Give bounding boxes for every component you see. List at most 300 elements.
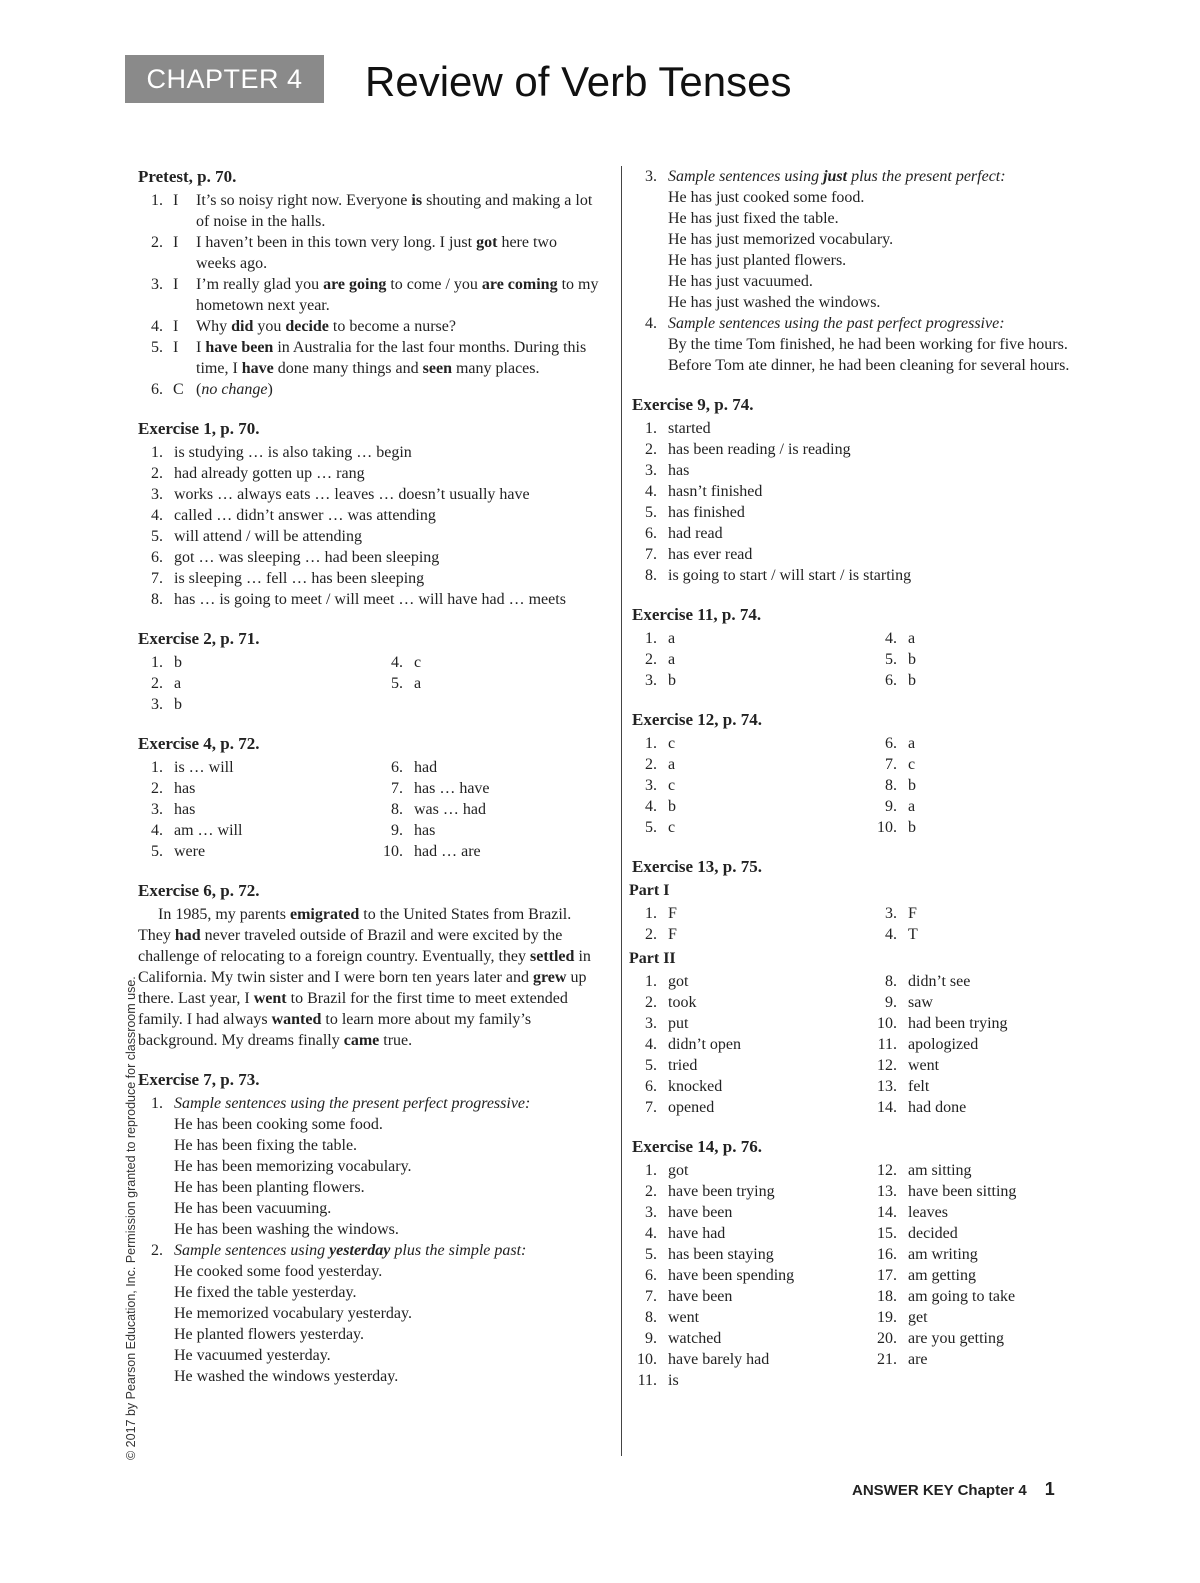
- item-text: F: [908, 905, 917, 922]
- answer-item: [632, 1160, 872, 1181]
- sample-sentence: He has been fixing the table.: [174, 1137, 358, 1154]
- answer-paragraph: In 1985, my parents emigrated to the United States from Brazil. They had never traveled outside of Brazil and were excited by the challenge of relocating to a foreign country. Eventually, they settled in California. My twin sister and I were born ten years later and grew up there. Last year, I went to Brazil for the first time to meet extended family. I had always wanted to learn more about my family’s background. My dreams finally came true.: [138, 906, 591, 1049]
- item-number: 6.: [645, 525, 657, 542]
- answer-item: [872, 1097, 1092, 1118]
- item-text: have barely had: [668, 1351, 770, 1368]
- answer-column: [632, 628, 872, 691]
- exercise-2-section: [138, 629, 600, 715]
- pretest-section: [138, 167, 600, 400]
- sample-sentence: He has just fixed the table.: [668, 210, 839, 227]
- item-number: 6.: [645, 1078, 657, 1095]
- answer-item: [632, 1244, 872, 1265]
- section-heading: Exercise 9, p. 74.: [632, 395, 754, 414]
- item-number: 4.: [645, 1036, 657, 1053]
- answer-item: [872, 754, 1092, 775]
- answer-item: [872, 1076, 1092, 1097]
- item-text: have been sitting: [908, 1183, 1017, 1200]
- item-text: have had: [668, 1225, 726, 1242]
- page-footer: [852, 1479, 1055, 1500]
- item-text: had been trying: [908, 1015, 1008, 1032]
- item-number: 16.: [877, 1246, 897, 1263]
- item-number: 2.: [151, 465, 163, 482]
- answer-item: [632, 1034, 872, 1055]
- item-text: had … are: [414, 843, 481, 860]
- item-number: 21.: [877, 1351, 897, 1368]
- item-number: 6.: [885, 735, 897, 752]
- item-number: 3.: [645, 462, 657, 479]
- sample-instruction: Sample sentences using the past perfect progressive:: [668, 315, 1005, 332]
- answer-item: [138, 463, 600, 484]
- item-text: took: [668, 994, 697, 1011]
- item-number: 4.: [391, 654, 403, 671]
- sample-instruction: Sample sentences using the present perfect progressive:: [174, 1095, 531, 1112]
- answer-item: [632, 628, 872, 649]
- answer-list: [632, 418, 1072, 586]
- item-text: c: [668, 819, 676, 836]
- exercise-12-section: [632, 710, 1072, 838]
- item-number: 5.: [645, 1246, 657, 1263]
- item-number: 4.: [885, 630, 897, 647]
- item-number: 2.: [151, 780, 163, 797]
- item-text: opened: [668, 1099, 715, 1116]
- item-number: 6.: [151, 549, 163, 566]
- answer-item: [872, 1034, 1092, 1055]
- item-number: 3.: [645, 672, 657, 689]
- item-number: 8.: [645, 567, 657, 584]
- section-heading: Exercise 2, p. 71.: [138, 629, 260, 648]
- answer-column: [872, 1160, 1092, 1391]
- answer-item: [632, 1181, 872, 1202]
- item-text: F: [668, 926, 677, 943]
- answer-item: [138, 484, 600, 505]
- item-text: (no change): [196, 381, 273, 398]
- item-number: 3.: [151, 276, 163, 293]
- answer-column: [872, 971, 1092, 1118]
- sample-sentence: He has been washing the windows.: [174, 1221, 399, 1238]
- item-number: 3.: [151, 696, 163, 713]
- item-number: 1.: [151, 759, 163, 776]
- item-text: is: [668, 1372, 679, 1389]
- section-heading: Pretest, p. 70.: [138, 167, 237, 186]
- answer-item: [138, 820, 378, 841]
- answer-item: [138, 379, 600, 400]
- answer-item: [872, 1328, 1092, 1349]
- sample-sentence: He cooked some food yesterday.: [174, 1263, 383, 1280]
- answer-column: [632, 971, 872, 1118]
- answer-item: [872, 1055, 1092, 1076]
- answer-column: [378, 652, 598, 715]
- item-text: got: [668, 1162, 689, 1179]
- part-label: Part I: [629, 882, 670, 899]
- item-text: have been: [668, 1288, 733, 1305]
- sample-sentence: By the time Tom finished, he had been working for five hours.: [668, 336, 1068, 353]
- item-number: 4.: [885, 926, 897, 943]
- item-text: works … always eats … leaves … doesn’t usually have: [174, 486, 530, 503]
- item-number: 17.: [877, 1267, 897, 1284]
- item-tag: I: [173, 318, 179, 335]
- answer-item: [872, 903, 1092, 924]
- sample-label: [138, 1240, 600, 1261]
- sample-sentence: He has just vacuumed.: [668, 273, 813, 290]
- answer-item: [872, 1160, 1092, 1181]
- answer-item: [632, 1055, 872, 1076]
- answer-item: [138, 505, 600, 526]
- item-number: 1.: [645, 735, 657, 752]
- answer-list: [138, 442, 600, 610]
- answer-grid: [632, 1160, 1072, 1391]
- item-number: 9.: [645, 1330, 657, 1347]
- item-text: got: [668, 973, 689, 990]
- item-number: 3.: [151, 486, 163, 503]
- section-heading: Exercise 1, p. 70.: [138, 419, 260, 438]
- item-number: 5.: [885, 651, 897, 668]
- item-number: 15.: [877, 1225, 897, 1242]
- item-text: watched: [668, 1330, 722, 1347]
- answer-column: [872, 733, 1092, 838]
- item-number: 4.: [645, 483, 657, 500]
- answer-grid: [138, 652, 600, 715]
- item-number: 2.: [151, 234, 163, 251]
- sample-sentence: He washed the windows yesterday.: [174, 1368, 399, 1385]
- answer-item: [632, 903, 872, 924]
- item-number: 13.: [877, 1078, 897, 1095]
- answer-item: [632, 1223, 872, 1244]
- item-tag: I: [173, 339, 179, 356]
- item-text: a: [908, 630, 916, 647]
- item-text: Why did you decide to become a nurse?: [196, 318, 456, 335]
- item-tag: I: [173, 276, 179, 293]
- answer-item: [378, 841, 598, 862]
- answer-item: [632, 1265, 872, 1286]
- answer-item: [632, 924, 872, 945]
- answer-item: [632, 565, 1072, 586]
- answer-item: [872, 924, 1092, 945]
- item-text: b: [668, 672, 676, 689]
- answer-item: [632, 1097, 872, 1118]
- item-number: 5.: [645, 504, 657, 521]
- answer-item: [632, 796, 872, 817]
- exercise-13-section: [629, 857, 1072, 1118]
- item-number: 8.: [391, 801, 403, 818]
- item-text: am going to take: [908, 1288, 1016, 1305]
- answer-item: [138, 337, 600, 379]
- answer-item: [872, 971, 1092, 992]
- item-text: has finished: [668, 504, 745, 521]
- item-number: 1.: [151, 444, 163, 461]
- item-number: 2.: [151, 675, 163, 692]
- item-text: have been trying: [668, 1183, 775, 1200]
- item-number: 14.: [877, 1099, 897, 1116]
- item-text: b: [908, 819, 916, 836]
- answer-item: [138, 694, 378, 715]
- answer-item: [632, 1013, 872, 1034]
- item-text: get: [908, 1309, 928, 1326]
- section-heading: Exercise 6, p. 72.: [138, 881, 260, 900]
- item-number: 6.: [391, 759, 403, 776]
- exercise-7-continued: [632, 166, 1072, 376]
- answer-item: [872, 1307, 1092, 1328]
- item-number: 5.: [151, 339, 163, 356]
- item-text: c: [414, 654, 422, 671]
- answer-item: [872, 649, 1092, 670]
- item-number: 20.: [877, 1330, 897, 1347]
- item-text: I have been in Australia for the last four months. During this time, I have done many things and seen many places.: [196, 339, 587, 377]
- sample-sentence: He memorized vocabulary yesterday.: [174, 1305, 412, 1322]
- sample-label: [632, 313, 1072, 334]
- answer-item: [632, 1370, 872, 1391]
- item-number: 1.: [151, 654, 163, 671]
- answer-column: [138, 757, 378, 862]
- answer-grid: [632, 903, 1072, 945]
- answer-item: [378, 673, 598, 694]
- item-text: are: [908, 1351, 928, 1368]
- item-text: felt: [908, 1078, 930, 1095]
- section-heading: Exercise 12, p. 74.: [632, 710, 763, 729]
- answer-item: [872, 1349, 1092, 1370]
- answer-item: [632, 481, 1072, 502]
- item-text: has ever read: [668, 546, 753, 563]
- item-text: leaves: [908, 1204, 948, 1221]
- exercise-6-section: [138, 881, 600, 1051]
- sample-sentence: He fixed the table yesterday.: [174, 1284, 357, 1301]
- item-text: decided: [908, 1225, 958, 1242]
- sample-blocks: [632, 166, 1072, 376]
- item-text: has … is going to meet / will meet … will have had … meets: [174, 591, 566, 608]
- right-column: [629, 166, 1072, 1410]
- answer-item: [138, 316, 600, 337]
- answer-item: [138, 190, 600, 232]
- answer-item: [138, 526, 600, 547]
- item-number: 2.: [645, 1183, 657, 1200]
- answer-item: [872, 1013, 1092, 1034]
- item-text: c: [668, 735, 676, 752]
- sample-instruction: Sample sentences using just plus the present perfect:: [668, 168, 1006, 185]
- item-text: a: [668, 651, 676, 668]
- sample-sentence: He planted flowers yesterday.: [174, 1326, 364, 1343]
- answer-item: [378, 799, 598, 820]
- section-heading: Exercise 13, p. 75.: [632, 857, 763, 876]
- answer-item: [378, 820, 598, 841]
- left-column: [138, 167, 600, 1406]
- section-heading: Exercise 4, p. 72.: [138, 734, 260, 753]
- item-text: is sleeping … fell … has been sleeping: [174, 570, 425, 587]
- item-number: 3.: [645, 777, 657, 794]
- answer-item: [138, 778, 378, 799]
- item-number: 2.: [645, 926, 657, 943]
- item-text: has … have: [414, 780, 490, 797]
- item-number: 5.: [151, 528, 163, 545]
- answer-item: [632, 992, 872, 1013]
- copyright-notice: © 2017 by Pearson Education, Inc. Permission granted to reproduce for classroom use.: [124, 976, 138, 1460]
- item-text: has: [174, 801, 196, 818]
- item-text: b: [908, 777, 916, 794]
- item-number: 4.: [151, 507, 163, 524]
- answer-item: [872, 1223, 1092, 1244]
- answer-column: [872, 903, 1092, 945]
- item-text: am … will: [174, 822, 243, 839]
- item-number: 10.: [383, 843, 403, 860]
- item-text: a: [668, 756, 676, 773]
- item-number: 3.: [645, 1204, 657, 1221]
- item-number: 1.: [151, 192, 163, 209]
- item-number: 4.: [151, 822, 163, 839]
- answer-item: [632, 439, 1072, 460]
- sample-sentence: He has just memorized vocabulary.: [668, 231, 894, 248]
- item-number: 4.: [645, 315, 657, 332]
- exercise-11-section: [632, 605, 1072, 691]
- item-number: 6.: [645, 1267, 657, 1284]
- item-text: has: [414, 822, 436, 839]
- item-text: I haven’t been in this town very long. I just got here two weeks ago.: [196, 234, 557, 272]
- answer-item: [632, 418, 1072, 439]
- item-tag: I: [173, 234, 179, 251]
- sample-instruction: Sample sentences using yesterday plus the simple past:: [174, 1242, 527, 1259]
- exercise-7-section: [138, 1070, 600, 1387]
- item-number: 7.: [645, 1099, 657, 1116]
- item-text: a: [414, 675, 422, 692]
- exercise-4-section: [138, 734, 600, 862]
- answer-item: [632, 502, 1072, 523]
- answer-item: [632, 754, 872, 775]
- item-number: 7.: [885, 756, 897, 773]
- item-number: 12.: [877, 1162, 897, 1179]
- sample-sentence: He has been planting flowers.: [174, 1179, 365, 1196]
- chapter-badge: CHAPTER 4: [125, 55, 324, 103]
- item-number: 2.: [645, 756, 657, 773]
- item-number: 7.: [645, 546, 657, 563]
- answer-item: [138, 568, 600, 589]
- item-text: a: [174, 675, 182, 692]
- page-title: Review of Verb Tenses: [365, 58, 792, 105]
- item-text: am writing: [908, 1246, 978, 1263]
- answer-item: [632, 1286, 872, 1307]
- item-number: 2.: [645, 441, 657, 458]
- item-text: b: [668, 798, 676, 815]
- item-text: has been reading / is reading: [668, 441, 851, 458]
- item-number: 18.: [877, 1288, 897, 1305]
- item-text: c: [908, 756, 916, 773]
- item-number: 8.: [885, 973, 897, 990]
- answer-item: [632, 649, 872, 670]
- item-text: b: [908, 672, 916, 689]
- item-number: 1.: [645, 973, 657, 990]
- item-text: got … was sleeping … had been sleeping: [174, 549, 440, 566]
- item-number: 10.: [637, 1351, 657, 1368]
- item-text: b: [174, 696, 182, 713]
- item-tag: C: [173, 381, 184, 398]
- item-text: has been staying: [668, 1246, 774, 1263]
- item-number: 6.: [885, 672, 897, 689]
- answer-item: [632, 1202, 872, 1223]
- answer-grid: [632, 971, 1072, 1118]
- item-number: 1.: [645, 420, 657, 437]
- item-number: 9.: [391, 822, 403, 839]
- item-number: 14.: [877, 1204, 897, 1221]
- answer-item: [378, 757, 598, 778]
- item-number: 9.: [885, 994, 897, 1011]
- item-number: 3.: [645, 168, 657, 185]
- answer-item: [138, 799, 378, 820]
- item-text: had done: [908, 1099, 967, 1116]
- item-text: tried: [668, 1057, 698, 1074]
- item-text: knocked: [668, 1078, 723, 1095]
- item-text: I’m really glad you are going to come / you are coming to my hometown next year.: [196, 276, 599, 314]
- item-text: has: [174, 780, 196, 797]
- item-text: were: [174, 843, 206, 860]
- item-text: put: [668, 1015, 689, 1032]
- sample-sentence: Before Tom ate dinner, he had been cleaning for several hours.: [668, 357, 1070, 374]
- item-number: 5.: [645, 1057, 657, 1074]
- item-number: 11.: [637, 1372, 657, 1389]
- item-text: It’s so noisy right now. Everyone is shouting and making a lot of noise in the halls.: [196, 192, 593, 230]
- item-text: will attend / will be attending: [174, 528, 362, 545]
- exercise-1-section: [138, 419, 600, 610]
- item-number: 9.: [885, 798, 897, 815]
- item-text: hasn’t finished: [668, 483, 763, 500]
- item-text: have been: [668, 1204, 733, 1221]
- answer-grid: [138, 757, 600, 862]
- item-text: saw: [908, 994, 933, 1011]
- item-number: 3.: [885, 905, 897, 922]
- column-divider: [621, 166, 622, 1456]
- item-number: 4.: [645, 798, 657, 815]
- item-text: am getting: [908, 1267, 976, 1284]
- answer-item: [632, 544, 1072, 565]
- answer-item: [872, 992, 1092, 1013]
- footer-label: ANSWER KEY Chapter 4: [852, 1482, 1027, 1499]
- item-text: am sitting: [908, 1162, 972, 1179]
- answer-item: [138, 274, 600, 316]
- answer-item: [138, 547, 600, 568]
- answer-item: [632, 460, 1072, 481]
- answer-column: [632, 1160, 872, 1391]
- item-text: was … had: [414, 801, 486, 818]
- item-text: is going to start / will start / is starting: [668, 567, 912, 584]
- part-label: Part II: [629, 950, 676, 967]
- answer-item: [632, 523, 1072, 544]
- item-number: 2.: [645, 994, 657, 1011]
- sample-sentence: He has been vacuuming.: [174, 1200, 332, 1217]
- item-text: started: [668, 420, 711, 437]
- answer-item: [872, 1181, 1092, 1202]
- item-text: T: [908, 926, 918, 943]
- item-number: 4.: [645, 1225, 657, 1242]
- item-number: 6.: [151, 381, 163, 398]
- item-number: 1.: [645, 1162, 657, 1179]
- section-heading: Exercise 7, p. 73.: [138, 1070, 260, 1089]
- answer-grid: [632, 733, 1072, 838]
- answer-item: [872, 817, 1092, 838]
- answer-item: [378, 652, 598, 673]
- sample-sentence: He has been cooking some food.: [174, 1116, 383, 1133]
- item-text: called … didn’t answer … was attending: [174, 507, 436, 524]
- answer-item: [378, 778, 598, 799]
- item-text: went: [908, 1057, 940, 1074]
- exercise-14-section: [632, 1137, 1072, 1391]
- item-text: had already gotten up … rang: [174, 465, 365, 482]
- answer-item: [872, 1244, 1092, 1265]
- sample-sentence: He vacuumed yesterday.: [174, 1347, 331, 1364]
- item-text: had: [414, 759, 438, 776]
- sample-sentence: He has just cooked some food.: [668, 189, 865, 206]
- answer-item: [872, 1202, 1092, 1223]
- answer-item: [632, 670, 872, 691]
- item-number: 7.: [151, 570, 163, 587]
- item-number: 5.: [391, 675, 403, 692]
- item-number: 2.: [645, 651, 657, 668]
- answer-item: [872, 1265, 1092, 1286]
- answer-item: [872, 796, 1092, 817]
